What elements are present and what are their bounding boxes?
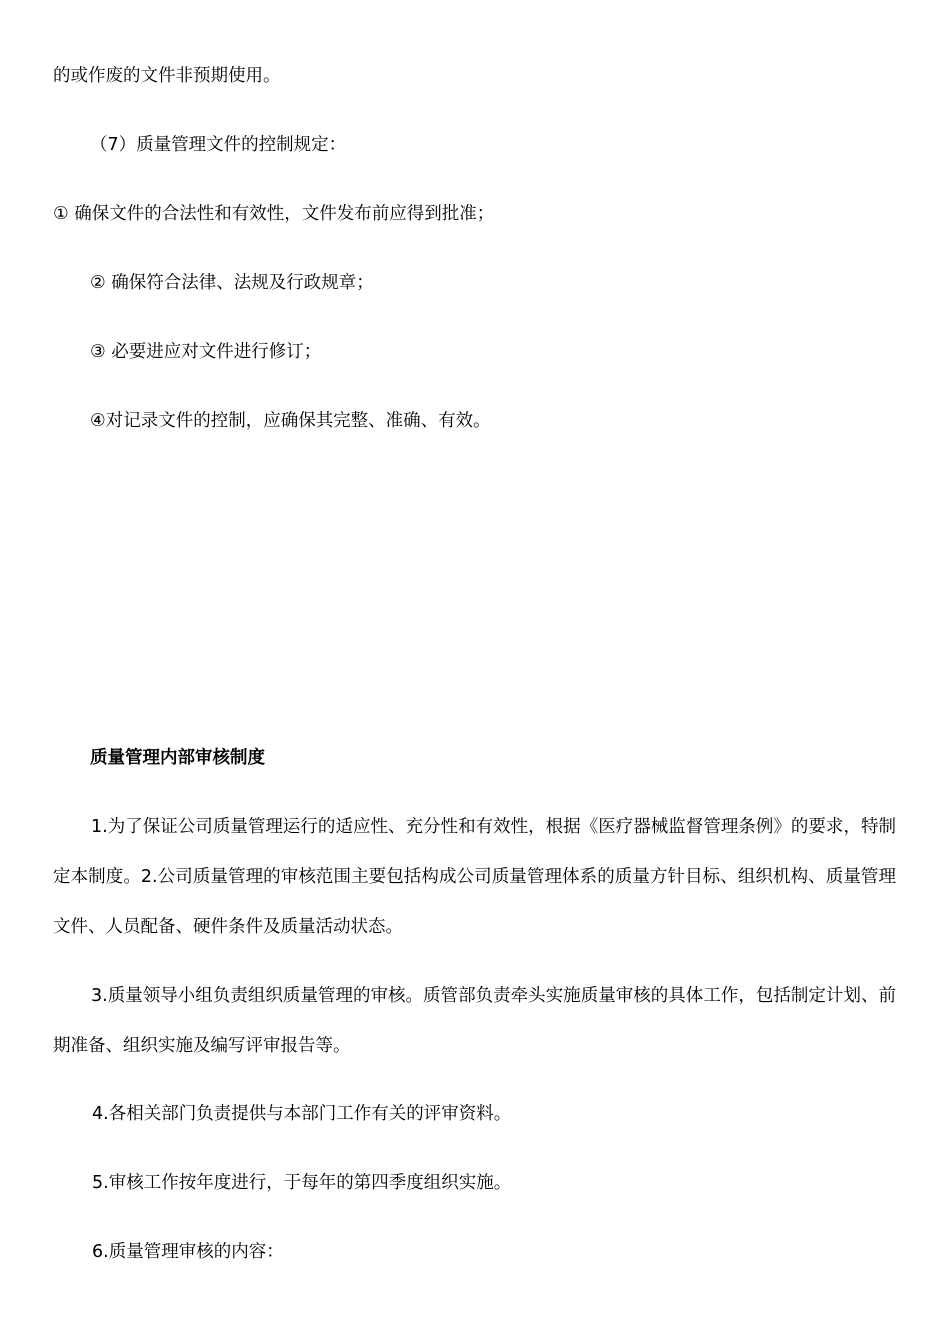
paragraph-4: 4.各相关部门负责提供与本部门工作有关的评审资料。	[92, 1104, 512, 1124]
continuation-text: 的或作废的文件非预期使用。	[53, 66, 281, 86]
list-item: ④对记录文件的控制，应确保其完整、准确、有效。	[90, 411, 491, 431]
paragraph-1: 1.为了保证公司质量管理运行的适应性、充分性和有效性，根据《医疗器械监督管理条例》的要求，特制定本制度。2.公司质量管理的审核范围主要包括构成公司质量管理体系的质量方针目标、组织机构、质量管理文件、人员配备、硬件条件及质量活动状态。	[53, 817, 896, 937]
paragraph-3: 3.质量领导小组负责组织质量管理的审核。质管部负责牵头实施质量审核的具体工作，包括制定计划、前期准备、组织实施及编写评审报告等。	[53, 986, 896, 1056]
subheading-file-control: （7）质量管理文件的控制规定：	[90, 135, 347, 155]
list-item: ② 确保符合法律、法规及行政规章；	[90, 273, 374, 293]
section-title: 质量管理内部审核制度	[90, 748, 265, 768]
paragraph-5: 5.审核工作按年度进行，于每年的第四季度组织实施。	[92, 1173, 512, 1193]
list-item: ① 确保文件的合法性和有效性，文件发布前应得到批准；	[53, 204, 495, 224]
list-item: ③ 必要进应对文件进行修订；	[90, 342, 322, 362]
paragraph-6: 6.质量管理审核的内容：	[92, 1242, 284, 1262]
